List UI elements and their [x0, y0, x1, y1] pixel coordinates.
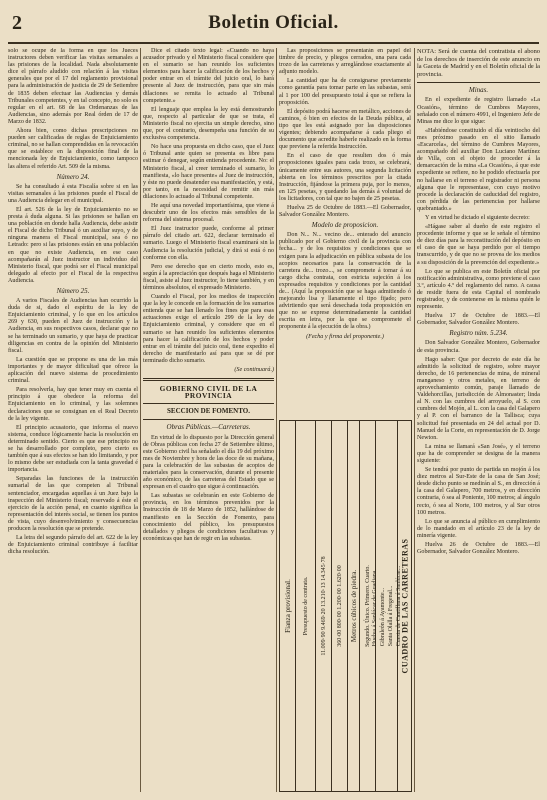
- paragraph: En virtud de lo dispuesto por la Dirección general de Obras públicas con fecha 27 de Setiembre último, este Gobierno civil ha señalado el día 19 del próximo mes de Noviembre y hora de las doce de su mañana, para la celebración de las subastas de acopios de materiales para la conservación, durante el presente año económico, de las carreteras del Estado que se expresan en el cuadro que sigue á continuación.: [143, 434, 274, 491]
- paragraph: Lo que se publica en este Boletín oficial por notificación administrativa, como previene el caso 3.º, artículo 4.º del reglamento del ramo. A causa de residir fuera de esta Capital el nombrado registrador, y de contenerse en la misma quién le represente.: [417, 268, 540, 311]
- newspaper-title: Boletin Oficial.: [208, 12, 339, 33]
- table-cell-list: [320, 556, 328, 655]
- table-cell: 1.620·00: [336, 565, 343, 587]
- paragraph: La cantidad que ha de consignarse previamente como garantía para tomar parte en las subastas, será al 1 por 100 del presupuesto total á que se refiera la proposición.: [279, 78, 411, 106]
- column-3: [279, 48, 411, 416]
- signature: Huelva 17 de Octubre de 1883.—El Gobernador, Salvador González Montero.: [417, 313, 540, 327]
- date-signature-line: (Fecha y firma del proponente.): [306, 333, 384, 340]
- paragraph: No hace una propuesta en dicho caso, que el Juez ó Tribunal ante quien se presenta es libre para estimar ó denegar, según entienda procedente. No: el Ministerio fiscal, al creer terminado el sumario, lo manifiesta, «lo hace presente» al Juez de instrucción, y éste no puede desatender esa manifestación, y está, por tanto, en la necesidad de remitir sin más dilaciones lo actuado al Tribunal competente.: [143, 144, 274, 200]
- page-number: 2: [12, 12, 22, 34]
- section-title: GOBIERNO CIVIL DE LA PROVINCIA: [159, 384, 258, 401]
- paragraph: En el caso de que resulten dos ó más proposiciones iguales para cada trozo, se celebrará, únicamente entre sus autores, una segunda licitación abierta en los términos prescritos por la citada Instrucción, fijándose la primera puja, por lo menos, en 125 pesetas, y quedando las demás á voluntad de los licitadores, con tal que no bajen de 25 pesetas.: [279, 153, 411, 202]
- divider: [417, 82, 540, 83]
- divider: [143, 403, 274, 404]
- table-cell: 9.469·20: [320, 608, 327, 630]
- column-1: [8, 48, 138, 792]
- table-cell: Segundo.: [364, 624, 371, 647]
- topic-heading: Obras Públicas.—Carreteras.: [166, 423, 251, 432]
- paragraph: Se tendrá por punto de partida un mojón á los diez metros al Sur-Este de la casa de San José; desde dicho punto se medirán al S., en dirección á la casa del Galapero, 700 metros, y en dirección contraria, ó sea al Poniente, 100 metros; al ángulo recto, ó sea al Norte, 100 metros, y al Sur otros 100 metros.: [417, 467, 540, 516]
- table-cell-list: [336, 565, 344, 647]
- paragraph: Ahora bien, como dichas prescripciones no pueden ser calificadas de reglas de Enjuiciamiento criminal, no se hallan comprendidas en la revocación que se establece en la disposición final de la mencionada ley de Enjuiciamiento, como tampoco las altera el referido Art. 509 de la misma.: [8, 128, 138, 170]
- paragraph: Para resolverla, hay que tener muy en cuenta el principio á que obedece la reforma del Enjuiciamiento en lo criminal, y las solemnes declaraciones que se consignan en el Real Decreto de la ley vigente.: [8, 387, 138, 422]
- table-cell: Cuarto.: [364, 565, 371, 583]
- paragraph: Don N... N... vecino de... enterado del anuncio publicado por el Gobierno civil de la provincia con fecha... y de los requisitos y condiciones que se exigen para la adjudicación en pública subasta de los acopios necesarios para la conservación de la carretera de... trozo..., se compromete á tomar á su cargo dicha contrata, con estricta sujeción á los expresados requisitos y condiciones por la cantidad de... (Aquí la proposición que se haga admitiendo ó mejorando lisa y llanamente el tipo fijado; pero advirtiendo que será desechada toda proposición en que no se exprese determinadamente la cantidad escrita en letra, por la que se compromete el proponente á la ejecución de la obra.): [279, 232, 411, 331]
- table-header: Metros cúbicos de piedra.: [349, 569, 358, 643]
- section-number: Número 25.: [56, 287, 90, 295]
- registry-heading: Registro núm. 5.234.: [449, 329, 508, 338]
- paragraph: «Habiéndose constituido el día veintiocho del mes próximo pasado en el sitio llamado «Escarcela», del término de Cumbres Mayores, acompañado del auxiliar Don Luciano Martínez de Villa, con el objeto de proceder á la demarcación de la mina «La Ocasión», á que este expediente se refiere, no he podido efectuarla por no hallarse en el terreno el registrador ni persona alguna que le representase, con cuyo motivo procede la declaración de caducidad del registro, con pérdida de las pertenencias por hallarse quebrantado.»: [417, 127, 540, 212]
- paragraph: El principio acusatorio, que informa el nuevo sistema, conduce lógicamente hacia la resolución en determinado sentido. Cierto es que ese principio no se ha desarrollado por completo, pero cierto es también que á sus efectos se han ido limitando, y por lo mismo debe ser estudiada con la tanta gravedad é importancia.: [8, 424, 138, 474]
- column-rule: [140, 48, 141, 792]
- table-col-presupuesto-values: [316, 421, 332, 791]
- paragraph: Las proposiciones se presentarán en papel del timbre de precio, y pliegos cerrados, una para cada trozo de las carreteras y arreglándose exactamente al adjunto modelo.: [279, 48, 411, 76]
- table-header: Fianza provisional.: [283, 579, 292, 633]
- paragraph: Don Salvador González Montero, Gobernador de esta provincia.: [417, 340, 540, 354]
- table-col-fianza: [280, 421, 296, 791]
- paragraph: Separadas las funciones de la instrucción sumarial de las que competen al Tribunal sentenciador, encargadas aquellas á un Juez bajo la inspección del Ministerio fiscal; reservado á éste el ejercicio de la acción penal, en cuanto significa la representación del interés social, se tienen los puntos de vista, cuyo desenvolvimiento y consecuencias producen la resolución que se pretende.: [8, 476, 138, 532]
- table-col-presupuesto: [296, 421, 316, 791]
- signature: Huelva 26 de Octubre de 1883.—El Gobernador, Salvador González Montero.: [417, 542, 540, 556]
- paragraph: La mina se llamará «San José», y el terreno que ha de comprender se designa de la manera siguiente:: [417, 443, 540, 464]
- table-cell: 14.345·78: [320, 556, 327, 581]
- model-title: Modelo de proposicion.: [311, 221, 379, 230]
- column-4: [417, 48, 540, 792]
- table-cell: 13.210·13: [320, 582, 327, 607]
- paragraph: El lenguaje que emplea la ley está demostrando que, respecto al particular de que se trata, el Ministerio fiscal no ejercita un simple derecho, sino que, por el contrario, desempeña una función de su exclusiva competencia.: [143, 106, 274, 142]
- table-header: Presupuesto de contrata.: [302, 576, 309, 636]
- paragraph: El depósito podrá hacerse en metálico, acciones de caminos, ó bien en efectos de la Deuda pública, al tipo que les está asignado por las disposiciones vigentes; debiendo acompañarse á cada pliego el documento que acredite haberle realizado en la forma que previene la referida Instrucción.: [279, 108, 411, 151]
- table-col-names: [371, 421, 402, 791]
- paragraph: solo se ocupe de la forma en que los Jueces instructores deben verificar las visitas semanales a las prisiones de la localidad. Nada absolutamente dice el párrafo aludido con relación á las visitas generales que por el 17 del reglamento provisional para la administración de justicia de 29 de Setiembre de 1835 deben efectuar las Audiencias y demás Tribunales competentes, y en tal concepto, no solo es regular en el art. 68 de las Ordenanzas de las Audiencias, sino además por Real órden de 17 de Marzo de 1832.: [8, 48, 138, 125]
- paragraph: Pero ese derecho que en cierto modo, esto es, según á la apreciación que después haga el Ministerio fiscal, asiste al Juez instructor, lo tiene también, y en términos absolutos, el expresado Ministerio.: [143, 263, 274, 291]
- column-2: [143, 48, 274, 792]
- paragraph: El Juez instructor puede, conforme al primer párrafo del citado art. 622, declarar terminado el sumario. Luego el Ministerio fiscal examinará sin la Audiencia la resolución judicial, y dirá si está ó no conforme con ella.: [143, 226, 274, 261]
- table-cell: Santa Olalla á Fregenal...: [387, 585, 394, 647]
- table-cell: Gibraleón á Ayamonte...: [379, 587, 386, 647]
- table-cell: Cuesta de Cantillana á Sanlúcar...: [395, 565, 402, 647]
- table-title-col: [395, 421, 411, 791]
- column-rule: [276, 48, 277, 792]
- paragraph: Cuando el Fiscal, por los medios de inspección que la ley le concede en la formación de los sumarios entienda que se han llenado los fines que para esas actuaciones exige el artículo 299 de la ley de Enjuiciamiento criminal, y considere que en el sumario se han reunido los suficientes elementos para hacer la calificación de los hechos y poder entrar en el trámite del juicio oral, tiene expedito el derecho de manifestarlo así para que se dé por terminado dicho sumario.: [143, 294, 274, 364]
- table-cell: 1.200·00: [336, 588, 343, 610]
- paragraph: Las subastas se celebrarán en este Gobierno de provincia, en los términos prevenidos por la Instrucción de 18 de Marzo de 1852, hallándose de manifiesto en la Sección de Fomento, para conocimiento del público, los presupuestos detallados y pliegos de condiciones facultativas y económicas que han de regir en las subastas.: [143, 493, 274, 542]
- paragraph: Hago saber: Que por decreto de este día he admitido la solicitud de registro, sobre mayor derecho, de 16 pertenencias de mina, de mineral manganeso y otros metales, en terreno de aprovechamiento común, paraje llamado de Valdehorcillas, jurisdicción de Almonaster; linda al N. con las cumbres del arroyuelo, al S. con cumbres del Mojón, al L. con la casa del Galapero y al P. con el barranco de la Tallisca; cuya solicitud fué presentada en 24 del actual por D. Manuel de la Corte, en representación de D. Jorge Newton.: [417, 356, 540, 441]
- table-col-metros: [332, 421, 348, 791]
- table-col-metros-header: [348, 421, 360, 791]
- paragraph: «Hágase saber al dueño de este registro el procedente informe y que se le señale el término de diez días para la reconstitución del depósito en el caso de que se haya perdido por el tiempo transcurrido, y de que no se provea de los medios a su disposición de la prevención del expediente.»: [417, 224, 540, 266]
- paragraph: La letra del segundo párrafo del art. 622 de la ley de Enjuiciamiento criminal contribuye á facilitar dicha resolución.: [8, 535, 138, 556]
- table-cell-list: [302, 577, 310, 635]
- paragraph: Lo que se anuncia al público en cumplimiento de lo mandado en el artículo 23 de la ley de minería vigente.: [417, 518, 540, 539]
- paragraph: En el expediente de registro llamado «La Ocasión», término de Cumbres Mayores, señalado con el número 4991, el Ingeniero Jefe de Minas me dice lo que sigue:: [417, 97, 540, 125]
- note: NOTA: Será de cuenta del contratista el abono de los derechos de inserción de este anuncio en la Gaceta de Madrid y en el Boletín oficial de la provincia.: [417, 48, 540, 78]
- section-heading: Minas.: [468, 86, 489, 95]
- section-subtitle: SECCION DE FOMENTO.: [167, 407, 250, 416]
- table-cell: 800·00: [336, 611, 343, 629]
- table-cell: 360·00: [336, 629, 343, 647]
- table-cell: Huelva á Sanlúcar de Guadiana.: [371, 569, 378, 647]
- table-title: CUADRO DE LAS CARRETERAS: [400, 538, 409, 674]
- page-header: [8, 8, 539, 44]
- continued-note: (Se continuará.): [234, 367, 274, 374]
- paragraph: Dice el citado texto legal: «Cuando no haya acusador privado y el Ministerio fiscal considere que en el sumario se han reunido los suficientes elementos para hacer la calificación de los hechos y poder entrar en el trámite del juicio oral, lo hará presente al Juez de instrucción, para que sin más dilaciones se remita lo actuado al Tribunal competente.»: [143, 48, 274, 104]
- column-rule: [414, 48, 415, 792]
- paragraph: Se ha consultado á esta Fiscalía sobre si en las visitas semanales á las prisiones puede el Fiscal de una Audiencia delegar en el municipal.: [8, 183, 138, 204]
- paragraph: He aquí una novedad importantísima, que viene á descubrir uno de los efectos más sensibles de la reforma del sistema procesal.: [143, 202, 274, 224]
- paragraph: Y en virtud he dictado el siguiente decreto:: [425, 214, 530, 221]
- signature: Huelva 25 de Octubre de 1883.—El Gobernador, Salvador González Montero.: [279, 204, 411, 219]
- table-cell: Único.: [364, 606, 371, 623]
- section-number: Número 24.: [56, 172, 90, 181]
- paragraph: El art. 526 de la ley de Enjuiciamiento no se presta á duda alguna. Si las prisiones se hallan en una población en donde halla Audiencia, debe asistir el Fiscal de dicho Tribunal ó un auxiliar suyo, y de ninguna manera el Fiscal municipal, sea ó no Letrado: pero si las prisiones están en una población en que no existe Audiencia, en ese caso acompañarán al Juez instructor un individuo del Ministerio fiscal, que podrá ser el Fiscal municipal delegado al efecto por el Fiscal de la respectiva Audiencia.: [8, 206, 138, 284]
- table-cell: 11.009·90: [320, 631, 327, 656]
- paragraph: A varios Fiscales de Audiencias han ocurrido la duda de si, dado el espíritu de la ley de Enjuiciamiento criminal, y lo que en los artículos 269 y 630, pueden el Juez de instrucción y la Audiencia, en sus respectivos casos, declarar que no se ha terminado un sumario, y que haya de practicar diligencias en contra de la opinión del Ministerio fiscal.: [8, 298, 138, 354]
- divider: [143, 419, 274, 420]
- table-cell: Primero.: [364, 584, 371, 606]
- divider: [143, 378, 274, 381]
- roads-table: [279, 420, 412, 792]
- paragraph: La cuestión que se propone es una de las más importantes y de mayor dificultad que ofrece la aplicación del nuevo sistema de procedimiento criminal.: [8, 356, 138, 385]
